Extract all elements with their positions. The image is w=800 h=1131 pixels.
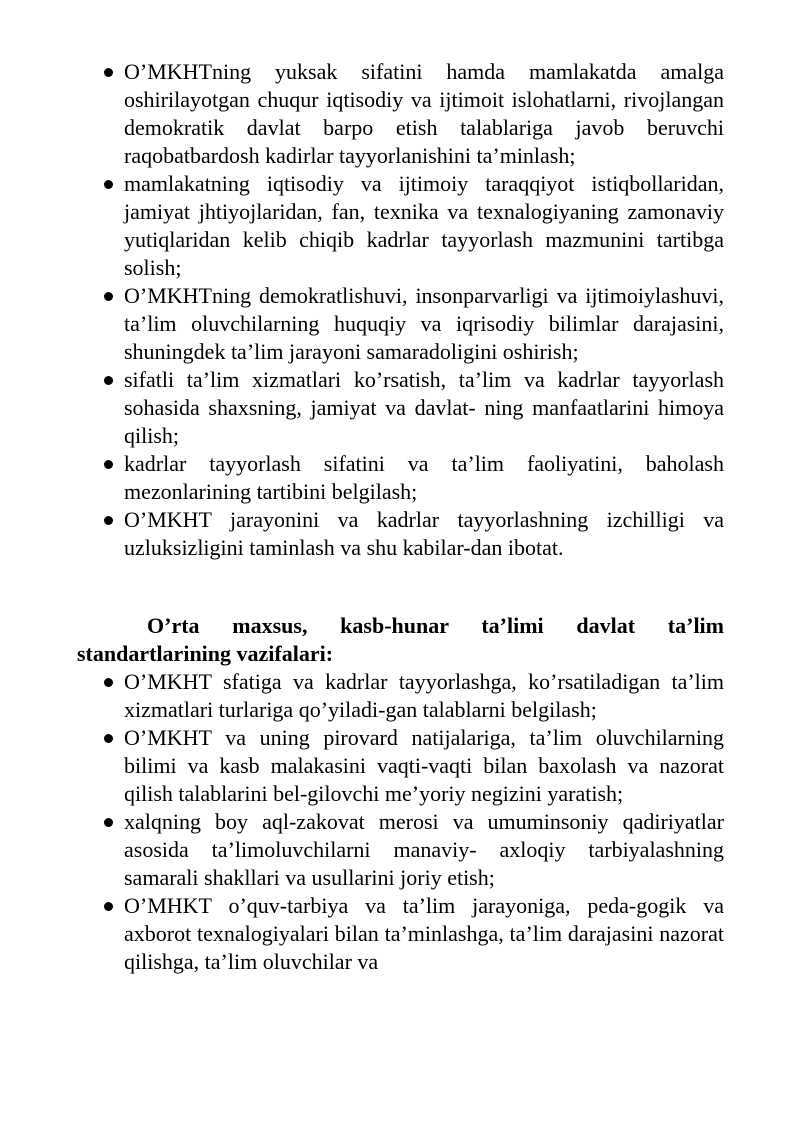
list-item-text: O’MKHTning yuksak sifatini hamda mamlakatda amalga oshirilayotgan chuqur iqtisodiy va ijtimoit islohatlarni, rivojlangan demokratik davlat barpo etish talablariga javob beruvchi raqobatbardosh kadirlar tayyorlanishini ta’minlash; <box>124 59 724 168</box>
list-item <box>124 58 724 170</box>
bullet-icon <box>104 734 113 743</box>
list-item-text: O’MHKT o’quv-tarbiya va ta’lim jarayoniga, peda-gogik va axborot texnalogiyalari bilan ta’minlashga, ta’lim darajasini nazorat qilishga, ta’lim oluvchilar va <box>124 893 724 974</box>
bullet-icon <box>104 180 113 189</box>
list-item-text: xalqning boy aql-zakovat merosi va umuminsoniy qadiriyatlar asosida ta’limoluvchilarni manaviy- axloqiy tarbiyalashning samarali shakllari va usullarini joriy etish; <box>124 809 724 890</box>
tasks-list <box>124 668 724 976</box>
list-item-text: sifatli ta’lim xizmatlari ko’rsatish, ta’lim va kadrlar tayyorlash sohasida shaxsning, jamiyat va davlat- ning manfaatlarini himoya qilish; <box>124 367 724 448</box>
list-item <box>124 892 724 976</box>
bullet-icon <box>104 902 113 911</box>
list-item-text: O’MKHT jarayonini va kadrlar tayyorlashning izchilligi va uzluksizligini taminlash va shu kabilar-dan ibotat. <box>124 507 724 560</box>
list-item-text: O’MKHT sfatiga va kadrlar tayyorlashga, ko’rsatiladigan ta’lim xizmatlari turlariga qo’yiladi-gan talablarni belgilash; <box>124 669 724 722</box>
list-item-text: mamlakatning iqtisodiy va ijtimoiy taraqqiyot istiqbollaridan, jamiyat jhtiyojlaridan, fan, texnika va texnalogiyaning zamonaviy yutiqlaridan kelib chiqib kadrlar tayyorlash mazmunini tartibga solish; <box>124 171 724 280</box>
list-item <box>124 366 724 450</box>
bullet-icon <box>104 68 113 77</box>
list-item <box>124 282 724 366</box>
bullet-icon <box>104 376 113 385</box>
list-item <box>124 450 724 506</box>
list-item-text: O’MKHTning demokratlishuvi, insonparvarligi va ijtimoiylashuvi, ta’lim oluvchilarning huquqiy va iqrisodiy bilimlar darajasini, shuningdek ta’lim jarayoni samaradoligini oshirish; <box>124 283 724 364</box>
list-item <box>124 506 724 562</box>
bullet-icon <box>104 460 113 469</box>
bullet-icon <box>104 516 113 525</box>
bullet-icon <box>104 818 113 827</box>
list-item-text: kadrlar tayyorlash sifatini va ta’lim faoliyatini, baholash mezonlarining tartibini belgilash; <box>124 451 724 504</box>
list-item <box>124 724 724 808</box>
list-item-text: O’MKHT va uning pirovard natijalariga, ta’lim oluvchilarning bilimi va kasb malakasini vaqti-vaqti bilan baxolash va nazorat qilish talablarini bel-gilovchi me’yoriy negizini yaratish; <box>124 725 724 806</box>
bullet-icon <box>104 678 113 687</box>
list-item <box>124 808 724 892</box>
section-heading: O’rta maxsus, kasb-hunar ta’limi davlat ta’lim standartlarining vazifalari: <box>77 613 724 666</box>
goals-list <box>124 58 724 562</box>
bullet-icon <box>104 292 113 301</box>
list-item <box>124 668 724 724</box>
list-item <box>124 170 724 282</box>
